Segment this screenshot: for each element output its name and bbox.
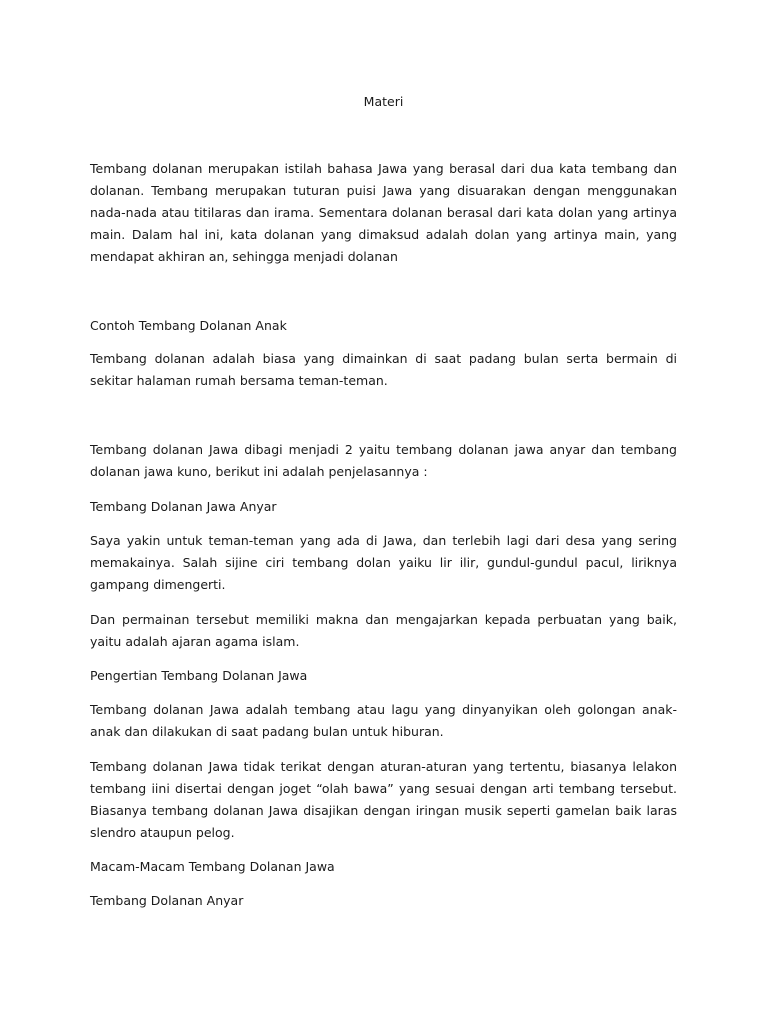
paragraph-contoh: Tembang dolanan adalah biasa yang dimainkan di saat padang bulan serta bermain di sekitar halaman rumah bersama teman-teman. xyxy=(90,351,677,388)
heading-pengertian: Pengertian Tembang Dolanan Jawa xyxy=(90,668,308,683)
heading-macam: Macam-Macam Tembang Dolanan Jawa xyxy=(90,859,335,874)
paragraph-anyar-1: Saya yakin untuk teman-teman yang ada di Jawa, dan terlebih lagi dari desa yang sering memakainya. Salah sijine ciri tembang dolan yaiku lir ilir, gundul-gundul pacul, liriknya gampang dimengerti. xyxy=(90,533,677,592)
paragraph-pengertian-2: Tembang dolanan Jawa tidak terikat dengan aturan-aturan yang tertentu, biasanya lelakon tembang iini disertai dengan joget “olah bawa” yang sesuai dengan arti tembang tersebut. Biasanya tembang dolanan Jawa disajikan dengan iringan musik seperti gamelan baik laras slendro ataupun pelog. xyxy=(90,759,677,840)
paragraph-pembagian: Tembang dolanan Jawa dibagi menjadi 2 yaitu tembang dolanan jawa anyar dan tembang dolanan jawa kuno, berikut ini adalah penjelasannya : xyxy=(90,442,677,479)
paragraph-intro: Tembang dolanan merupakan istilah bahasa Jawa yang berasal dari dua kata tembang dan dolanan. Tembang merupakan tuturan puisi Jawa yang disuarakan dengan menggunakan nada-nada atau titilaras dan irama. Sementara dolanan berasal dari kata dolan yang artinya main. Dalam hal ini, kata dolanan yang dimaksud adalah dolan yang artinya main, yang mendapat akhiran an, sehingga menjadi dolanan xyxy=(90,161,677,264)
heading-anyar: Tembang Dolanan Jawa Anyar xyxy=(90,499,277,514)
paragraph-pengertian-1: Tembang dolanan Jawa adalah tembang atau lagu yang dinyanyikan oleh golongan anak-anak dan dilakukan di saat padang bulan untuk hiburan. xyxy=(90,702,677,739)
heading-contoh: Contoh Tembang Dolanan Anak xyxy=(90,318,287,333)
heading-dolanan-anyar: Tembang Dolanan Anyar xyxy=(90,893,244,908)
paragraph-anyar-2: Dan permainan tersebut memiliki makna dan mengajarkan kepada perbuatan yang baik, yaitu adalah ajaran agama islam. xyxy=(90,612,677,649)
document-title: Materi xyxy=(363,94,404,109)
